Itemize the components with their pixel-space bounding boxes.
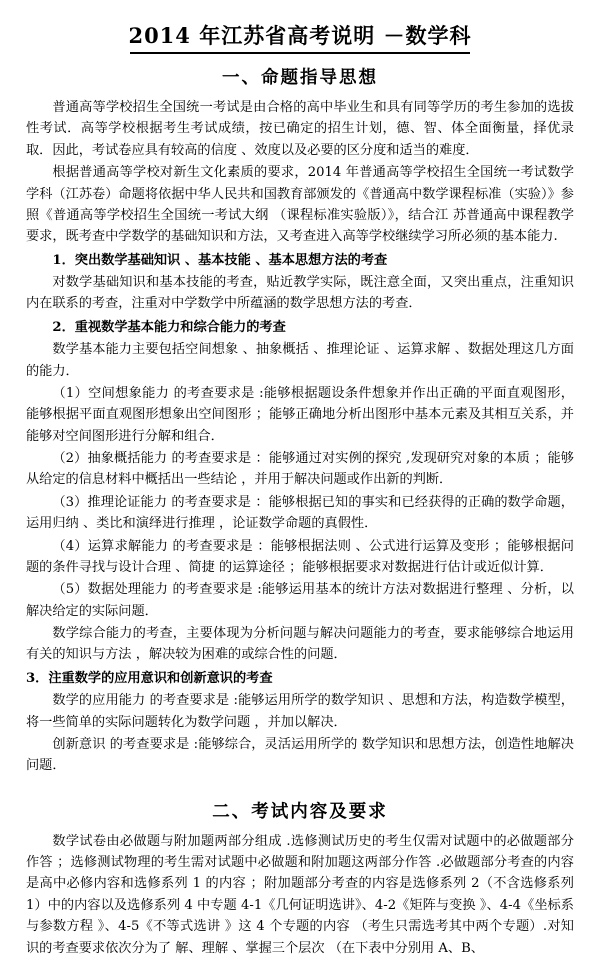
paragraph: 数学基本能力主要包括空间想象 、抽象概括 、推理论证 、运算求解 、数据处理这几方面的能力．	[26, 342, 574, 379]
paragraph: 普通高等学校招生全国统一考试是由合格的高中毕业生和具有同等学历的考生参加的选拔性考试．高等学校根据考生考试成绩，按已确定的招生计划，德、智、体全面衡量，择优录取．因此，考试卷应具有较高的信度 、效度以及必要的区分度和适当的难度．	[26, 100, 574, 158]
paragraph: （2）抽象概括能力 的考查要求是 ：能够通过对实例的探究 ,发现研究对象的本质 ；能够从给定的信息材料中概括出一些结论 ，并用于解决问题或作出新的判断．	[26, 451, 574, 488]
paragraph: 数学试卷由必做题与附加题两部分组成 .选修测试历史的考生仅需对试题中的必做题部分作答 ；选修测试物理的考生需对试题中必做题和附加题这两部分作答 .必做题部分考查的内容是高中必修内容和选修系列 1 的内容 ；附加题部分考查的内容是选修系列 2（不含选修系列 1）中的内容以及选修系列 4 中专题 4-1《几何证明选讲》、4-2《矩阵与变换 》、4-4《坐标系与参数方程 》、4-5《不等式选讲 》这 4 个专题的内容 （考生只需选考其中两个专题）.对知识的考查要求依次分为了 解、理解 、掌握三个层次 （在下表中分别用 A、B、	[26, 833, 574, 956]
paragraph: （5）数据处理能力 的考查要求是 :能够运用基本的统计方法对数据进行整理 、分析，以解决给定的实际问题．	[26, 582, 574, 619]
section-heading-2: 二、考试内容及要求	[212, 801, 388, 822]
paragraph: 数学的应用能力 的考查要求是 :能够运用所学的数学知识 、思想和方法，构造数学模型，将一些简单的实际问题转化为数学问题 ，并加以解决．	[26, 693, 574, 730]
paragraph: （4）运算求解能力 的考查要求是 ：能够根据法则 、公式进行运算及变形 ；能够根据问题的条件寻找与设计合理 、简捷 的运算途径 ；能够根据要求对数据进行估计或近似计算．	[26, 538, 574, 575]
page-title: 2014 年江苏省高考说明 －数学科	[128, 23, 472, 48]
paragraph: 数学综合能力的考查，主要体现为分析问题与解决问题能力的考查，要求能够综合地运用有关的知识与方法 ，解决较为困难的或综合性的问题．	[26, 626, 574, 663]
paragraph: 根据普通高等学校对新生文化素质的要求，2014 年普通高等学校招生全国统一考试数学学科（江苏卷）命题将依据中华人民共和国教育部颁发的《普通高中数学课程标准（实验）》参照《普通高等学校招生全国统一考试大纲 （课程标准实验版）》，结合江 苏普通高中课程教学要求，既考查中学数学的基础知识和方法，又考查进入高等学校继续学习所必须的基本能力.	[26, 165, 574, 245]
subsection-heading: 3．注重数学的应用意识和创新意识的考查	[26, 670, 273, 686]
section-heading-1: 一、命题指导思想	[222, 68, 378, 88]
paragraph: （1）空间想象能力 的考查要求是 :能够根据题设条件想象并作出正确的平面直观图形，能够根据平面直观图形想象出空间图形 ；能够正确地分析出图形中基本元素及其相互关系，并能够对空间图形进行分解和组合．	[26, 385, 574, 444]
paragraph: （3）推理论证能力 的考查要求是 ：能够根据已知的事实和已经获得的正确的数学命题，运用归纳 、类比和演绎进行推理 ，论证数学命题的真假性．	[26, 494, 574, 532]
paragraph: 对数学基础知识和基本技能的考查，贴近教学实际，既注意全面，又突出重点，注重知识内在联系的考查，注重对中学数学中所蕴涵的数学思想方法的考查．	[26, 275, 574, 312]
subsection-heading: 2．重视数学基本能力和综合能力的考查	[52, 319, 286, 335]
title-underline	[130, 52, 470, 54]
paragraph: 创新意识 的考查要求是 :能够综合，灵活运用所学的 数学知识和思想方法，创造性地解决问题．	[26, 736, 574, 774]
section-spacer	[26, 778, 574, 788]
subsection-heading: 1．突出数学基础知识 、基本技能 、基本思想方法的考查	[52, 252, 388, 268]
